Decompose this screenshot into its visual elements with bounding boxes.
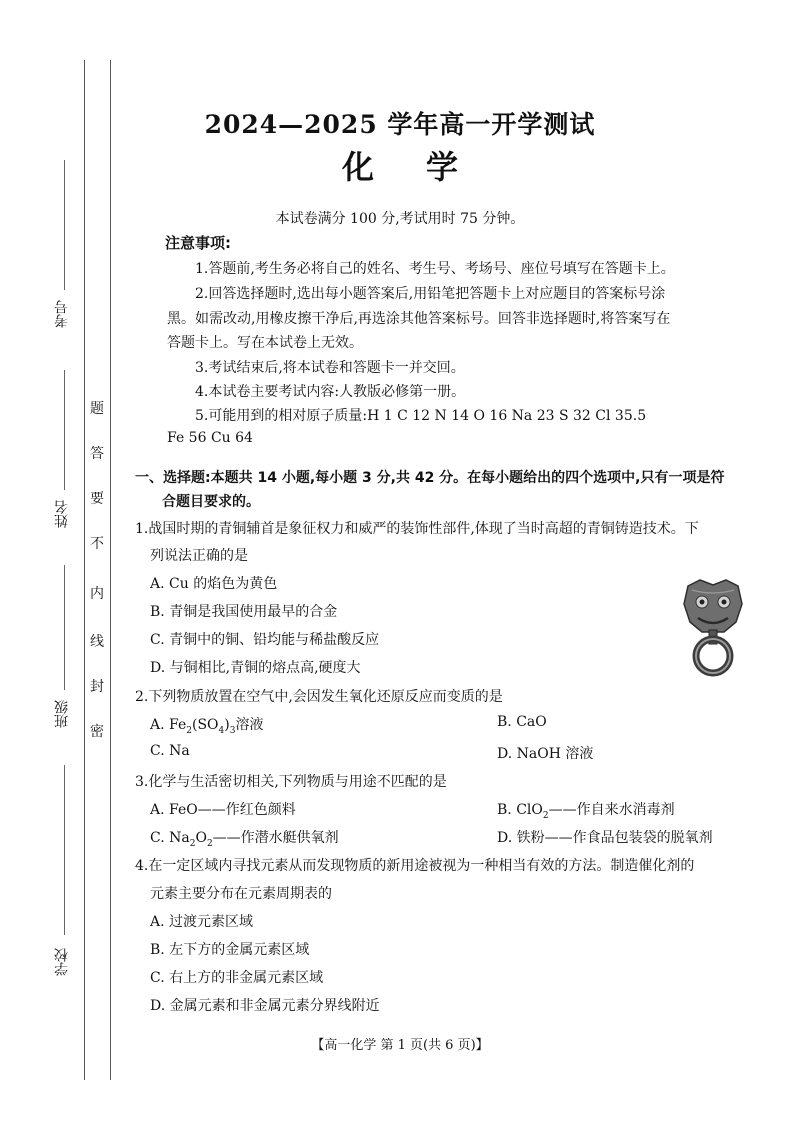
note-line: 4.本试卷主要考试内容:人教版必修第一册。 (195, 384, 466, 400)
seal-char: 封 (90, 679, 104, 695)
note-line: 3.考试结束后,将本试卷和答题卡一并交回。 (195, 360, 465, 376)
q4-stem-cont: 元素主要分布在元素周期表的 (150, 886, 332, 902)
seal-char: 不 (90, 536, 104, 552)
q4-stem: 4.在一定区域内寻找元素从而发现物质的新用途被视为一种相当有效的方法。制造催化剂的 (135, 858, 695, 874)
section-heading-cont: 合题目要求的。 (162, 494, 260, 510)
q4-option-c: C. 右上方的非金属元素区域 (150, 970, 324, 986)
page-footer: 【高一化学 第 1 页(共 6 页)】 (311, 1038, 489, 1053)
q3-option-d: D. 铁粉——作食品包装袋的脱氧剂 (497, 830, 713, 846)
note-line: 1.答题前,考生务必将自己的姓名、考生号、考场号、座位号填写在答题卡上。 (195, 261, 675, 277)
q4-option-b: B. 左下方的金属元素区域 (150, 942, 310, 958)
school-label: 学校 (54, 948, 70, 976)
q1-stem: 1.战国时期的青铜辅首是象征权力和威严的装饰性部件,体现了当时高超的青铜铸造技术。下 (135, 521, 699, 537)
q3-option-b: B. ClO$_2$——作自来水消毒剂 (497, 802, 675, 821)
seal-char: 要 (90, 491, 104, 507)
q1-stem-cont: 列说法正确的是 (150, 548, 248, 564)
q2-option-b: B. CaO (497, 714, 547, 730)
q2-stem: 2.下列物质放置在空气中,会因发生氧化还原反应而变质的是 (135, 689, 503, 705)
q4-option-a: A. 过渡元素区域 (150, 914, 254, 930)
seal-char: 密 (90, 724, 104, 740)
exam-number-label: 考号 (54, 300, 70, 328)
q1-option-d: D. 与铜相比,青铜的熔点高,硬度大 (150, 660, 361, 676)
q1-option-a: A. Cu 的焰色为黄色 (150, 576, 278, 592)
seal-char: 线 (90, 634, 104, 650)
seal-char: 答 (90, 446, 104, 462)
exam-title: 2024—2025 学年高一开学测试 (204, 110, 596, 139)
note-line: 黑。如需改动,用橡皮擦干净后,再选涂其他答案标号。回答非选择题时,将答案写在 (167, 311, 671, 327)
bronze-knocker-image (680, 578, 746, 678)
q3-option-a: A. FeO——作红色颜料 (150, 802, 296, 818)
name-line (64, 370, 65, 490)
q2-option-d: D. NaOH 溶液 (497, 746, 594, 762)
q1-option-b: B. 青铜是我国使用最早的合金 (150, 604, 338, 620)
school-line (64, 765, 65, 935)
q2-option-c: C. Na (150, 743, 190, 759)
note-line: 2.回答选择题时,选出每小题答案后,用铅笔把答题卡上对应题目的答案标号涂 (195, 286, 666, 302)
q3-stem: 3.化学与生活密切相关,下列物质与用途不匹配的是 (135, 774, 447, 790)
subject-title: 化学 (341, 148, 510, 186)
name-label: 姓名 (54, 500, 70, 528)
q1-option-c: C. 青铜中的铜、铅均能与稀盐酸反应 (150, 632, 380, 648)
seal-char: 题 (90, 401, 104, 417)
note-line: 5.可能用到的相对原子质量:H 1 C 12 N 14 O 16 Na 23 S 32 Cl 35.5 (195, 408, 647, 424)
q4-option-d: D. 金属元素和非金属元素分界线附近 (150, 998, 380, 1014)
exam-info: 本试卷满分 100 分,考试用时 75 分钟。 (275, 211, 525, 227)
class-label: 班级 (54, 700, 70, 728)
seal-char: 内 (90, 586, 104, 602)
section-heading: 一、选择题:本题共 14 小题,每小题 3 分,共 42 分。在每小题给出的四个选项中,只有一项是符 (135, 470, 725, 486)
notes-heading: 注意事项: (165, 234, 231, 252)
q2-option-a: A. $Fe_2(SO_4)_3$溶液 (150, 717, 264, 736)
note-line: 答题卡上。写在本试卷上无效。 (167, 335, 363, 351)
knocker-mask-shape (684, 580, 742, 632)
q3-option-c: C. $Na_2O_2——$作潜水艇供氧剂 (150, 830, 339, 849)
note-line: Fe 56 Cu 64 (167, 430, 253, 446)
class-line (64, 565, 65, 690)
